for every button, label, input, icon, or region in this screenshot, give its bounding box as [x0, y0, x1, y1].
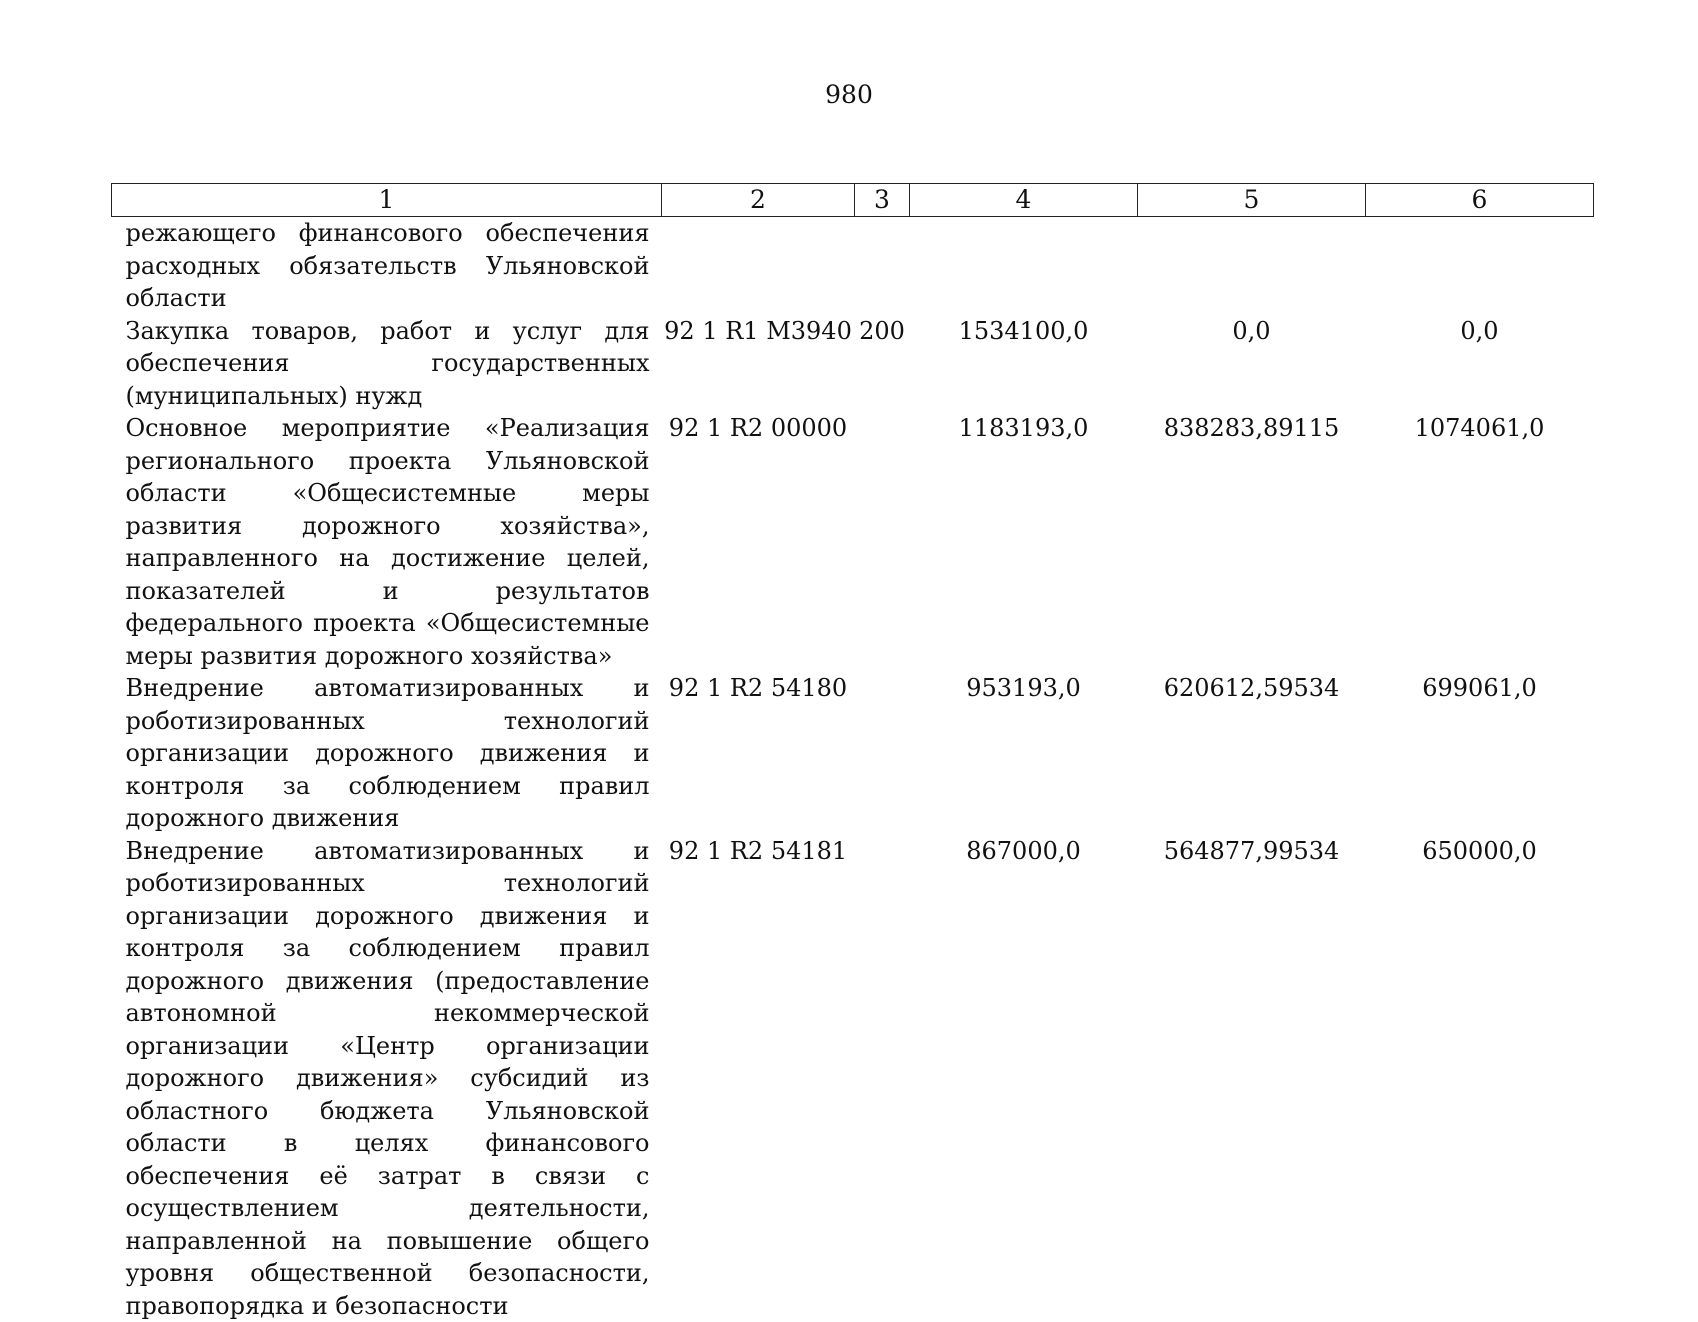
table-body	[112, 217, 1594, 1322]
row-value-6: 650000,0	[1366, 835, 1594, 1322]
header-row	[112, 184, 1594, 217]
row-code	[662, 217, 855, 315]
column-header-4: 4	[910, 184, 1138, 217]
row-expense-type	[855, 217, 910, 315]
row-name: режающего финансового обеспечения расходных обязательств Ульяновской области	[112, 217, 662, 315]
row-expense-type	[855, 412, 910, 672]
table-header	[112, 184, 1594, 217]
row-code: 92 1 R2 00000	[662, 412, 855, 672]
row-value-5: 620612,59534	[1138, 672, 1366, 835]
row-value-6: 0,0	[1366, 315, 1594, 413]
row-name: Закупка товаров, работ и услуг для обеспечения государственных (муниципальных) нужд	[112, 315, 662, 413]
column-header-2: 2	[662, 184, 855, 217]
row-expense-type	[855, 672, 910, 835]
row-value-5: 838283,89115	[1138, 412, 1366, 672]
budget-table	[111, 183, 1594, 1322]
row-value-4: 1183193,0	[910, 412, 1138, 672]
row-value-4: 953193,0	[910, 672, 1138, 835]
table-row	[112, 412, 1594, 672]
table-row	[112, 315, 1594, 413]
table-row	[112, 835, 1594, 1322]
page-number: 980	[0, 80, 1698, 109]
row-value-6: 1074061,0	[1366, 412, 1594, 672]
row-value-6: 699061,0	[1366, 672, 1594, 835]
column-header-3: 3	[855, 184, 910, 217]
row-name: Внедрение автоматизированных и роботизированных технологий организации дорожного движения и контроля за соблюдением правил дорожного движения	[112, 672, 662, 835]
row-code: 92 1 R1 M3940	[662, 315, 855, 413]
row-value-5	[1138, 217, 1366, 315]
row-value-5: 564877,99534	[1138, 835, 1366, 1322]
row-name: Внедрение автоматизированных и роботизированных технологий организации дорожного движения и контроля за соблюдением правил дорожного движения (предоставление автономной некоммерческой организации «Центр организации дорожного движения» субсидий из областного бюджета Ульяновской области в целях финансового обеспечения её затрат в связи с осуществлением деятельности, направленной на повышение общего уровня общественной безопасности, правопорядка и безопасности	[112, 835, 662, 1322]
row-value-4: 867000,0	[910, 835, 1138, 1322]
column-header-5: 5	[1138, 184, 1366, 217]
column-header-1: 1	[112, 184, 662, 217]
row-expense-type	[855, 835, 910, 1322]
table-row	[112, 217, 1594, 315]
row-value-4: 1534100,0	[910, 315, 1138, 413]
row-code: 92 1 R2 54180	[662, 672, 855, 835]
row-value-5: 0,0	[1138, 315, 1366, 413]
column-header-6: 6	[1366, 184, 1594, 217]
row-code: 92 1 R2 54181	[662, 835, 855, 1322]
row-name: Основное мероприятие «Реализация регионального проекта Ульяновской области «Общесистемные меры развития дорожного хозяйства», направленного на достижение целей, показателей и результатов федерального проекта «Общесистемные меры развития дорожного хозяйства»	[112, 412, 662, 672]
row-expense-type: 200	[855, 315, 910, 413]
table-row	[112, 672, 1594, 835]
row-value-6	[1366, 217, 1594, 315]
row-value-4	[910, 217, 1138, 315]
